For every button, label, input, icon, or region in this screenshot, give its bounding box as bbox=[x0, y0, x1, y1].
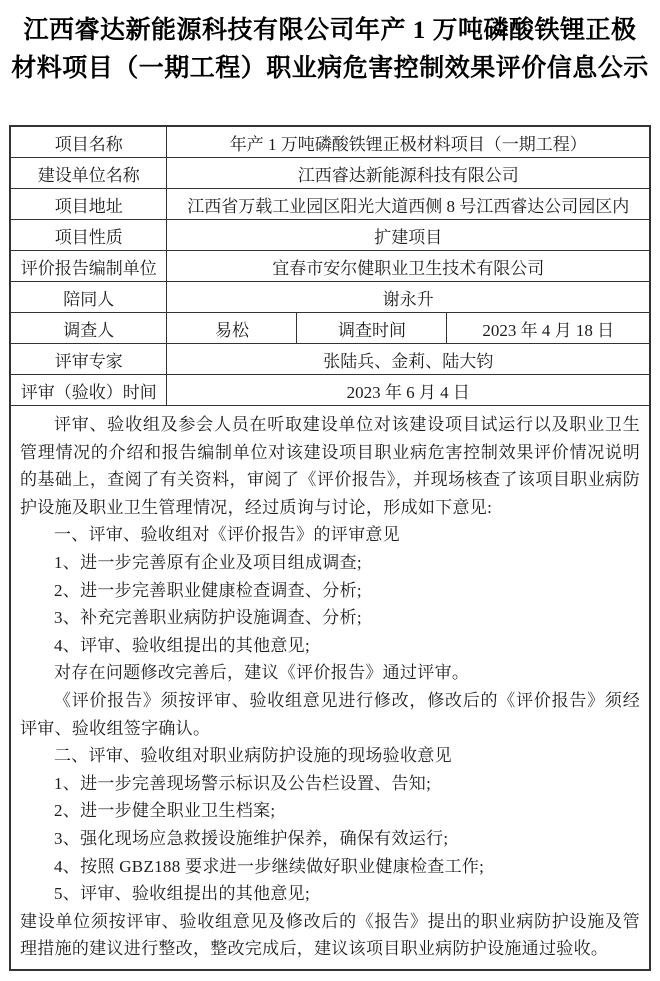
row-label: 项目性质 bbox=[10, 220, 167, 251]
row-label: 陪同人 bbox=[10, 282, 167, 313]
row-label: 评价报告编制单位 bbox=[10, 251, 167, 282]
opinion-paragraph: 3、补充完善职业病防护设施调查、分析; bbox=[53, 608, 362, 628]
opinion-paragraph: 1、进一步完善现场警示标识及公告栏设置、告知; bbox=[53, 773, 432, 793]
table-row-accompanying-person bbox=[10, 282, 650, 313]
opinion-paragraph: 5、评审、验收组提出的其他意见; bbox=[53, 884, 311, 904]
table-row-investigator bbox=[10, 313, 650, 344]
row-value: 易松 bbox=[167, 313, 297, 344]
opinion-paragraph: 3、强化现场应急救援设施维护保养，确保有效运行; bbox=[53, 828, 449, 848]
page-title-line-1: 江西睿达新能源科技有限公司年产 1 万吨磷酸铁锂正极 bbox=[23, 17, 637, 44]
row-label-investigation-time: 调查时间 bbox=[297, 313, 447, 344]
row-value: 宜春市安尔健职业卫生技术有限公司 bbox=[167, 251, 650, 282]
table-row-report-compiler bbox=[10, 251, 650, 282]
opinion-paragraph: 对存在问题修改完善后，建议《评价报告》通过评审。 bbox=[53, 663, 470, 683]
table-row-opinion bbox=[10, 406, 650, 970]
row-label: 评审（验收）时间 bbox=[10, 375, 167, 406]
row-label: 建设单位名称 bbox=[10, 158, 167, 189]
row-value: 谢永升 bbox=[167, 282, 650, 313]
opinion-paragraph: 《评价报告》须按评审、验收组意见进行修改，修改后的《评价报告》须经评审、验收组签字确认。 bbox=[19, 690, 641, 738]
opinion-paragraph: 4、评审、验收组提出的其他意见; bbox=[53, 635, 311, 655]
table-row-construction-unit bbox=[10, 158, 650, 189]
opinion-paragraph: 评审、验收组及参会人员在听取建设单位对该建设项目试运行以及职业卫生管理情况的介绍和报告编制单位对该建设项目职业病危害控制效果评价情况说明的基础上，查阅了有关资料，审阅了《评价报告》，并现场核查了该项目职业病防护设施及职业卫生管理情况，经过质询与讨论，形成如下意见: bbox=[19, 415, 641, 517]
row-value-investigation-date: 2023 年 4 月 18 日 bbox=[447, 313, 650, 344]
row-label: 评审专家 bbox=[10, 344, 167, 375]
page-title-line-2: 材料项目（一期工程）职业病危害控制效果评价信息公示 bbox=[11, 55, 649, 82]
info-table bbox=[9, 125, 651, 971]
row-value: 江西省万载工业园区阳光大道西侧 8 号江西睿达公司园区内 bbox=[167, 189, 650, 220]
opinion-paragraph: 1、进一步完善原有企业及项目组成调查; bbox=[53, 552, 362, 572]
opinion-paragraph: 2、进一步完善职业健康检查调查、分析; bbox=[53, 580, 362, 600]
opinion-section-1-heading: 一、评审、验收组对《评价报告》的评审意见 bbox=[53, 525, 400, 545]
opinion-section-2-heading: 二、评审、验收组对职业病防护设施的现场验收意见 bbox=[53, 746, 452, 766]
row-value: 2023 年 6 月 4 日 bbox=[167, 375, 650, 406]
page-title bbox=[0, 0, 660, 88]
row-label: 项目地址 bbox=[10, 189, 167, 220]
opinion-paragraph: 4、按照 GBZ188 要求进一步继续做好职业健康检查工作; bbox=[53, 856, 485, 876]
table-row-review-date bbox=[10, 375, 650, 406]
table-row-review-experts bbox=[10, 344, 650, 375]
row-value: 年产 1 万吨磷酸铁锂正极材料项目（一期工程） bbox=[167, 126, 650, 158]
row-value: 江西睿达新能源科技有限公司 bbox=[167, 158, 650, 189]
table-row-project-nature bbox=[10, 220, 650, 251]
row-value: 张陆兵、金莉、陆大钧 bbox=[167, 344, 650, 375]
row-label: 项目名称 bbox=[10, 126, 167, 158]
opinion-closing-paragraph: 建设单位须按评审、验收组意见及修改后的《报告》提出的职业病防护设施及管理措施的建议进行整改，整改完成后，建议该项目职业病防护设施通过验收。 bbox=[19, 911, 641, 959]
table-row-project-address bbox=[10, 189, 650, 220]
row-value: 扩建项目 bbox=[167, 220, 650, 251]
row-label: 调查人 bbox=[10, 313, 167, 344]
opinion-cell bbox=[10, 406, 650, 970]
table-row-project-name bbox=[10, 126, 650, 158]
opinion-paragraph: 2、进一步健全职业卫生档案; bbox=[53, 801, 276, 821]
